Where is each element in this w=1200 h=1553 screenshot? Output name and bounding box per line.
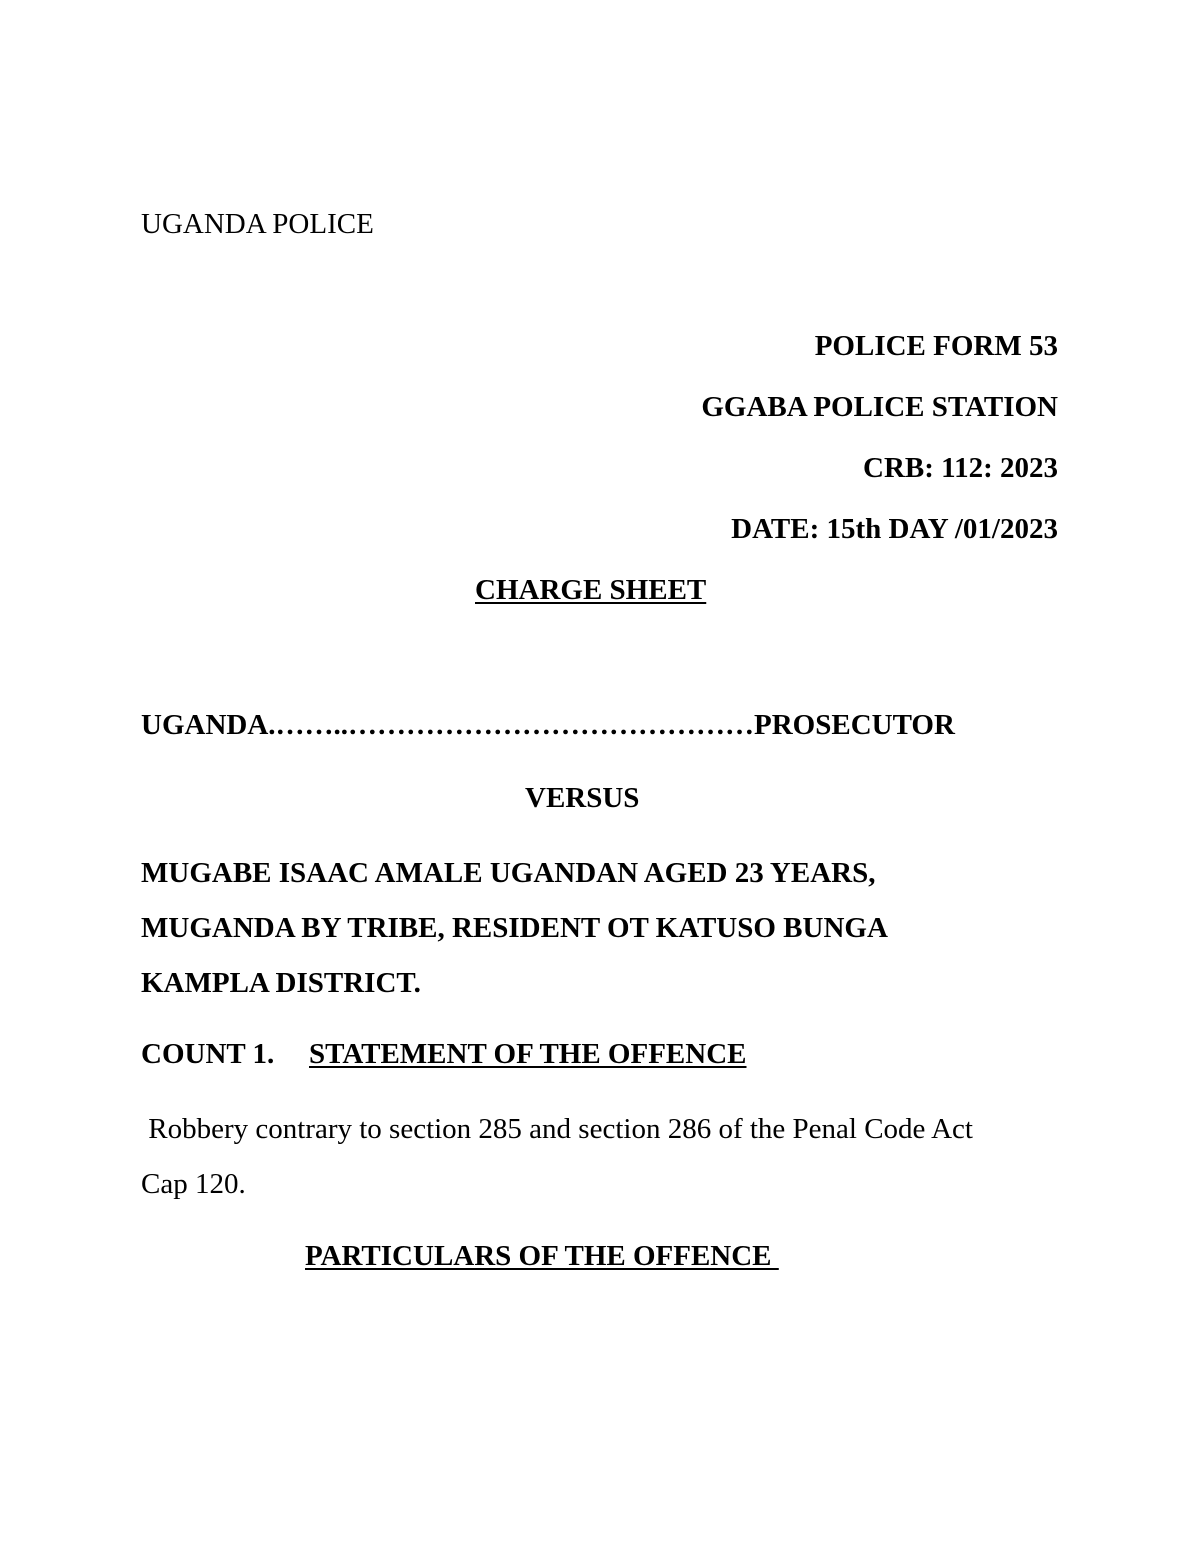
crb-number: CRB: 112: 2023 [863, 452, 1058, 484]
offence-statement-line: Cap 120. [141, 1168, 246, 1200]
particulars-heading: PARTICULARS OF THE OFFENCE [305, 1240, 779, 1272]
prosecution-line: UGANDA.……..……………………………………PROSECUTOR [141, 709, 955, 741]
agency-name: UGANDA POLICE [141, 208, 374, 240]
offence-statement-line: Robbery contrary to section 285 and section 286 of the Penal Code Act [141, 1113, 973, 1145]
police-station: GGABA POLICE STATION [701, 391, 1058, 423]
accused-line: MUGANDA BY TRIBE, RESIDENT OT KATUSO BUNGA [141, 912, 888, 944]
statement-heading: STATEMENT OF THE OFFENCE [309, 1038, 747, 1070]
document-title: CHARGE SHEET [475, 574, 707, 606]
accused-line: MUGABE ISAAC AMALE UGANDAN AGED 23 YEARS, [141, 857, 876, 889]
count-label: COUNT 1. [141, 1038, 275, 1070]
charge-date: DATE: 15th DAY /01/2023 [731, 513, 1058, 545]
form-number: POLICE FORM 53 [814, 330, 1058, 362]
accused-line: KAMPLA DISTRICT. [141, 967, 421, 999]
versus-label: VERSUS [525, 782, 640, 814]
